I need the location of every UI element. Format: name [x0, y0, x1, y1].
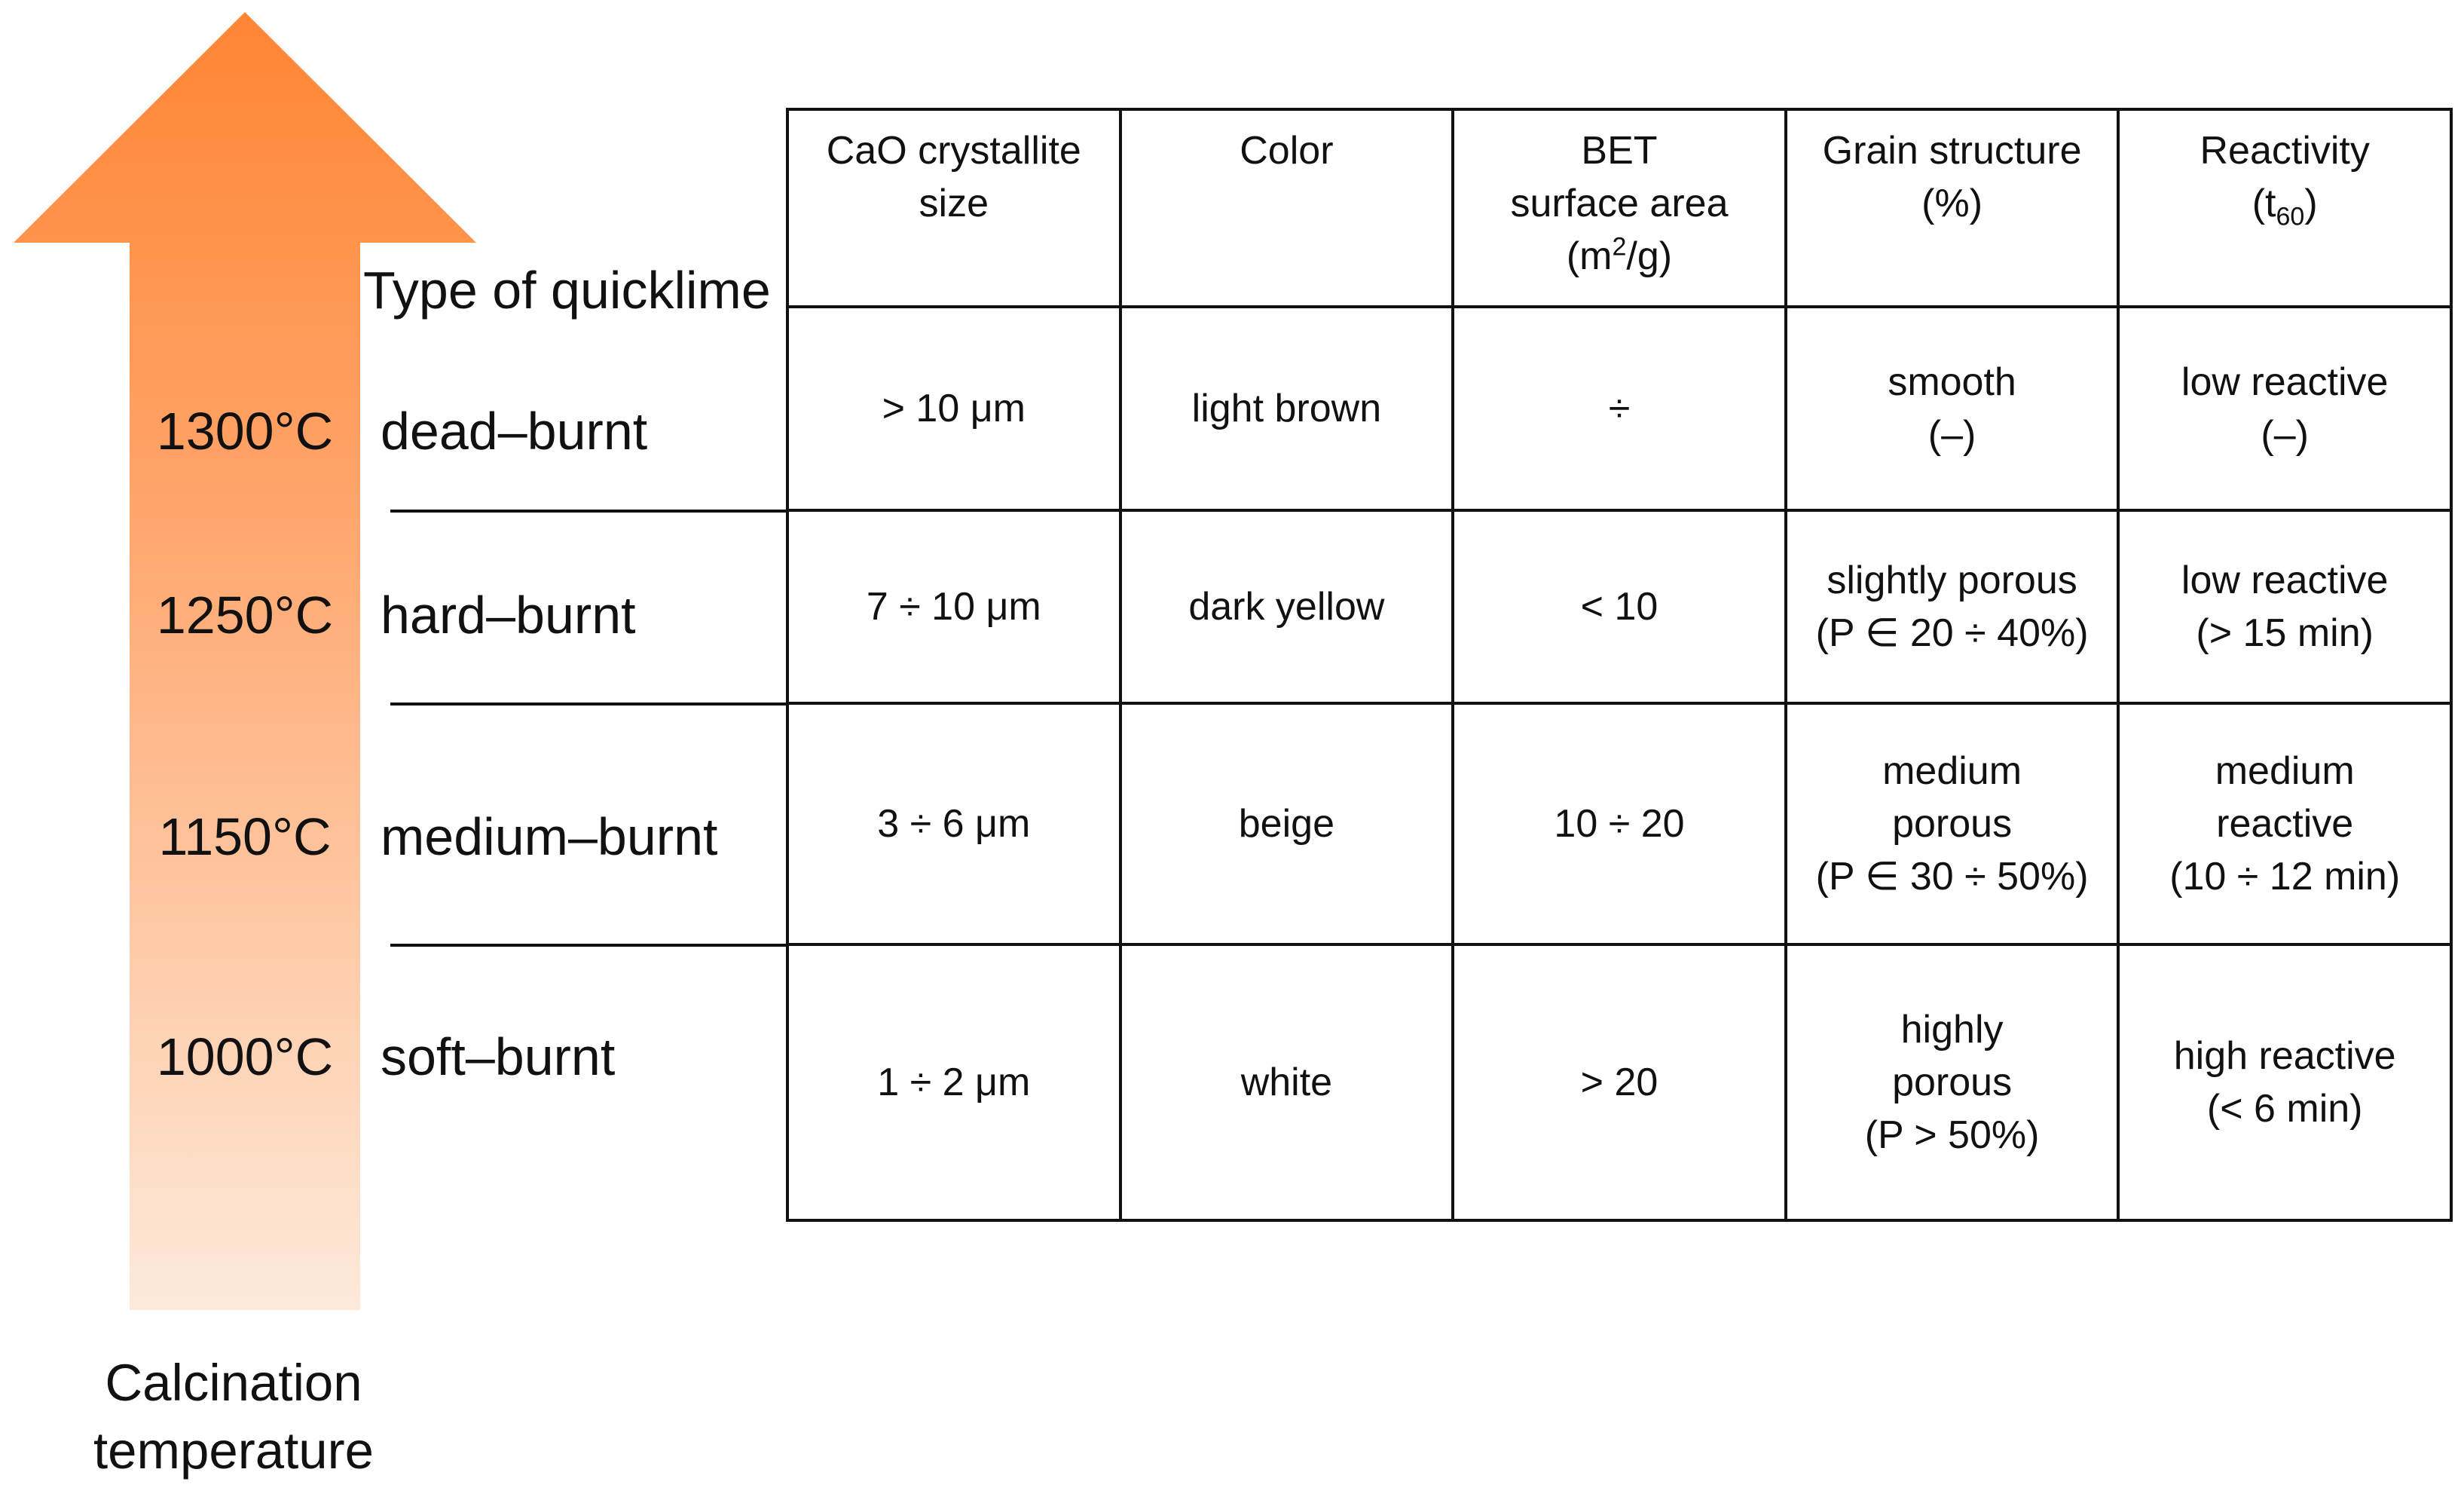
quicklime-properties-table — [786, 108, 2453, 1222]
cell-crystallite-size — [787, 307, 1120, 510]
cell-grain-structure — [1786, 944, 2119, 1220]
row-separator-line — [390, 944, 786, 947]
header-unit-part: (m — [1566, 234, 1613, 278]
header-grain-structure — [1786, 109, 2119, 307]
cell-bet-surface-area — [1453, 307, 1786, 510]
cell-reactivity — [2118, 944, 2451, 1220]
cell-text: beige — [1238, 802, 1334, 846]
temperature-label-dead-burnt: 1300°C — [156, 402, 334, 461]
cell-reactivity — [2118, 510, 2451, 703]
header-text: Grain structure — [1822, 129, 2082, 173]
type-label-soft-burnt: soft–burnt — [381, 1027, 616, 1086]
cell-text: (< 6 min) — [2206, 1087, 2363, 1131]
table-row — [787, 307, 2451, 510]
cell-bet-surface-area — [1453, 944, 1786, 1220]
cell-text: reactive — [2216, 802, 2354, 846]
header-unit — [2120, 177, 2450, 230]
cell-grain-structure — [1786, 510, 2119, 703]
cell-text: porous — [1892, 802, 2013, 846]
cell-text: 7 ÷ 10 μm — [866, 585, 1041, 629]
header-unit-subscript: 60 — [2276, 202, 2305, 231]
cell-color — [1120, 307, 1454, 510]
cell-text: medium — [2215, 749, 2355, 793]
cell-color — [1120, 703, 1454, 944]
arrow-caption-line1: Calcination — [105, 1354, 362, 1412]
header-unit — [1454, 230, 1784, 283]
cell-grain-structure — [1786, 703, 2119, 944]
cell-text: (–) — [1927, 413, 1976, 457]
cell-text: 3 ÷ 6 μm — [877, 802, 1031, 846]
header-text: Reactivity — [2200, 129, 2370, 173]
row-separator-line — [390, 510, 786, 513]
cell-text: slightly porous — [1827, 559, 2077, 602]
cell-text: dark yellow — [1188, 585, 1385, 629]
table-row — [787, 944, 2451, 1220]
table-row — [787, 703, 2451, 944]
row-separator-line — [390, 702, 786, 706]
cell-text: smooth — [1888, 360, 2016, 404]
cell-crystallite-size — [787, 703, 1120, 944]
type-label-dead-burnt: dead–burnt — [381, 402, 648, 461]
cell-reactivity — [2118, 703, 2451, 944]
cell-grain-structure — [1786, 307, 2119, 510]
cell-text: > 20 — [1580, 1061, 1658, 1104]
cell-crystallite-size — [787, 510, 1120, 703]
cell-text: (P ∈ 20 ÷ 40%) — [1815, 611, 2089, 655]
header-bet-surface-area — [1453, 109, 1786, 307]
header-unit-part: ) — [2304, 182, 2318, 225]
cell-text: (P > 50%) — [1864, 1113, 2040, 1157]
header-text: surface area — [1510, 182, 1729, 225]
cell-text: 10 ÷ 20 — [1554, 802, 1685, 846]
type-label-medium-burnt: medium–burnt — [381, 807, 718, 866]
arrow-caption-line2: temperature — [93, 1422, 374, 1480]
cell-color — [1120, 510, 1454, 703]
temperature-label-soft-burnt: 1000°C — [156, 1027, 334, 1086]
temperature-label-hard-burnt: 1250°C — [156, 586, 334, 644]
header-unit-part: /g) — [1626, 234, 1673, 278]
cell-color — [1120, 944, 1454, 1220]
calcination-temperature-arrow — [0, 0, 482, 1327]
cell-text: ÷ — [1608, 387, 1631, 430]
header-text: Color — [1240, 129, 1334, 173]
cell-text: < 10 — [1580, 585, 1658, 629]
cell-text: (> 15 min) — [2196, 611, 2374, 655]
header-text: size — [919, 182, 989, 225]
cell-text: medium — [1882, 749, 2022, 793]
header-color — [1120, 109, 1454, 307]
cell-text: (P ∈ 30 ÷ 50%) — [1815, 855, 2089, 898]
cell-text: porous — [1892, 1061, 2013, 1104]
cell-text: low reactive — [2181, 360, 2389, 404]
header-text: (%) — [1921, 182, 1983, 225]
arrow-caption — [45, 1349, 422, 1485]
header-text: BET — [1581, 129, 1658, 173]
cell-text: > 10 μm — [882, 387, 1026, 430]
cell-crystallite-size — [787, 944, 1120, 1220]
type-label-hard-burnt: hard–burnt — [381, 586, 636, 644]
type-of-quicklime-header: Type of quicklime — [363, 261, 771, 320]
cell-text: white — [1240, 1061, 1333, 1104]
cell-text: low reactive — [2181, 559, 2389, 602]
arrow-shape — [14, 12, 476, 1310]
cell-bet-surface-area — [1453, 703, 1786, 944]
cell-text: high reactive — [2173, 1034, 2396, 1078]
cell-text: 1 ÷ 2 μm — [877, 1061, 1031, 1104]
cell-text: highly — [1900, 1008, 2004, 1051]
cell-text: (–) — [2261, 413, 2309, 457]
cell-text: (10 ÷ 12 min) — [2169, 855, 2401, 898]
header-reactivity — [2118, 109, 2451, 307]
header-crystallite-size — [787, 109, 1120, 307]
temperature-label-medium-burnt: 1150°C — [158, 807, 332, 866]
cell-bet-surface-area — [1453, 510, 1786, 703]
table-header-row — [787, 109, 2451, 307]
header-unit-superscript: 2 — [1612, 232, 1627, 262]
table-row — [787, 510, 2451, 703]
cell-text: light brown — [1191, 387, 1382, 430]
header-text: CaO crystallite — [826, 129, 1081, 173]
cell-reactivity — [2118, 307, 2451, 510]
header-unit-part: (t — [2252, 182, 2276, 225]
